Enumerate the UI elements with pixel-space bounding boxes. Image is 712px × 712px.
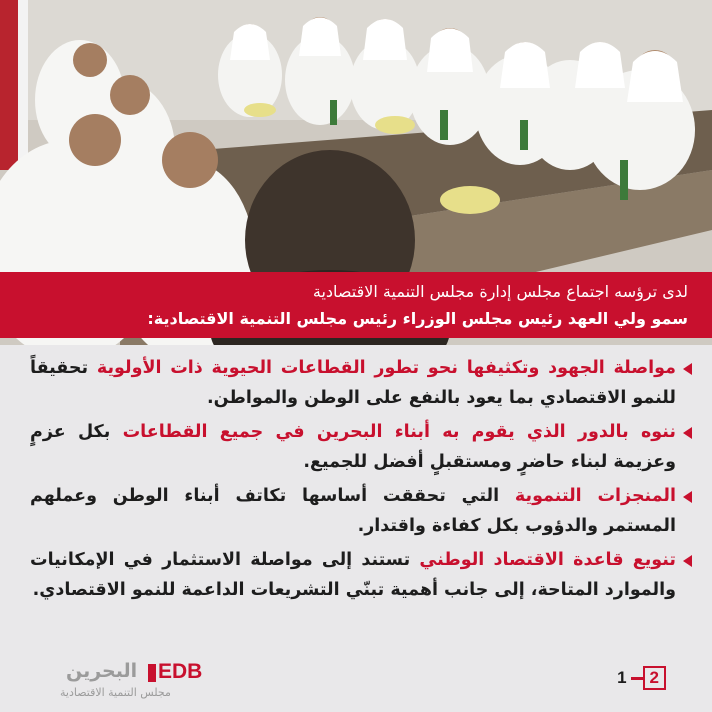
point-3	[30, 481, 676, 541]
page-separator	[631, 677, 643, 680]
logo-arabic-name: البحرين	[66, 660, 138, 682]
bullet-arrow-icon	[683, 491, 692, 503]
footer	[0, 650, 712, 712]
page-next[interactable]: 2	[643, 666, 666, 690]
caption-banner	[0, 272, 712, 338]
bullet-arrow-icon	[683, 363, 692, 375]
point-highlight: ننوه بالدور الذي يقوم به أبناء البحرين في جميع القطاعات	[122, 422, 676, 442]
point-highlight: تنويع قاعدة الاقتصاد الوطني	[419, 550, 676, 570]
flag-mark-icon	[148, 664, 156, 682]
point-highlight: مواصلة الجهود وتكثيفها نحو تطور القطاعات الحيوية ذات الأولوية	[96, 358, 676, 378]
point-rest: التي تحققت أساسها تكاتف أبناء الوطن وعملهم المستمر والدؤوب بكل كفاءة واقتدار.	[30, 486, 676, 536]
point-text	[30, 417, 676, 477]
statement-points	[0, 345, 712, 645]
point-text	[30, 545, 676, 605]
logo-edb-text: EDB	[158, 660, 203, 683]
point-highlight: المنجزات التنموية	[514, 486, 676, 506]
edb-logo	[26, 660, 256, 704]
point-2	[30, 417, 676, 477]
point-text	[30, 481, 676, 541]
pagination	[613, 666, 666, 690]
point-4	[30, 545, 676, 605]
page-current[interactable]: 1	[617, 668, 627, 687]
bullet-arrow-icon	[683, 555, 692, 567]
point-rest: تحقيقاً للنمو الاقتصادي بما يعود بالنفع على الوطن والمواطن.	[30, 358, 676, 408]
caption-line-2: سمو ولي العهد رئيس مجلس الوزراء رئيس مجلس التنمية الاقتصادية:	[147, 309, 688, 328]
bullet-arrow-icon	[683, 427, 692, 439]
point-1	[30, 353, 676, 413]
point-text	[30, 353, 676, 413]
logo-arabic-subtitle: مجلس التنمية الاقتصادية	[60, 686, 171, 699]
caption-line-1: لدى ترؤسه اجتماع مجلس إدارة مجلس التنمية الاقتصادية	[312, 282, 688, 301]
point-rest: بكل عزمٍ وعزيمة لبناء حاضرٍ ومستقبلٍ أفضل للجميع.	[30, 422, 676, 472]
point-rest: تستند إلى مواصلة الاستثمار في الإمكانيات والموارد المتاحة، إلى جانب أهمية تبنّي التشريعات الداعمة للنمو الاقتصادي.	[30, 550, 676, 600]
